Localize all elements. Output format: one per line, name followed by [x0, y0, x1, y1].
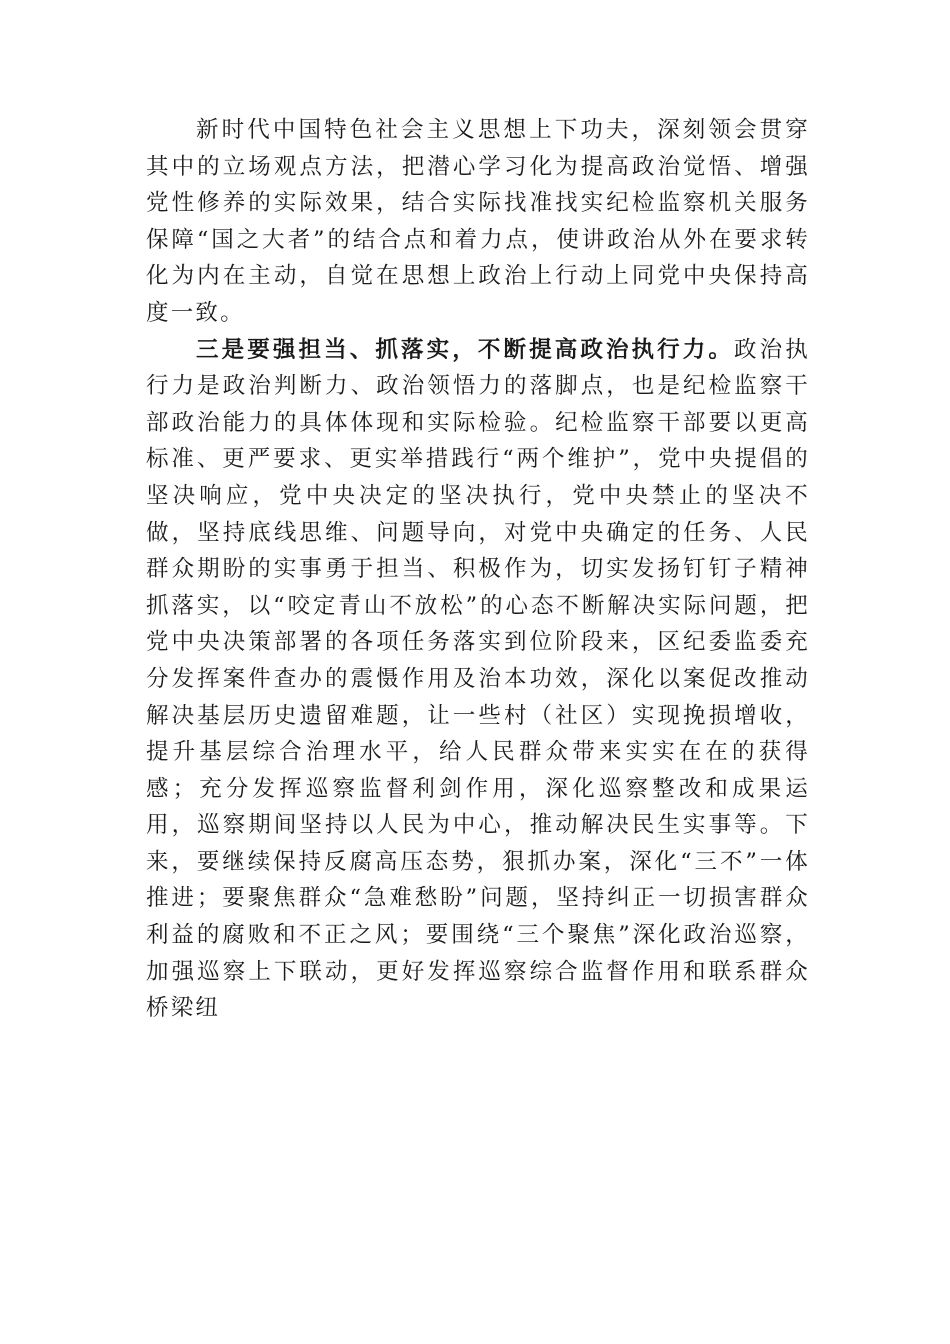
paragraph-2	[146, 332, 810, 1027]
document-body	[146, 112, 810, 1027]
paragraph-2-body: 政治执行力是政治判断力、政治领悟力的落脚点，也是纪检监察干部政治能力的具体体现和实际检验。纪检监察干部要以更高标准、更严要求、更实举措践行“两个维护”，党中央提倡的坚决响应，党中央决定的坚决执行，党中央禁止的坚决不做，坚持底线思维、问题导向，对党中央确定的任务、人民群众期盼的实事勇于担当、积极作为，切实发扬钉钉子精神抓落实，以“咬定青山不放松”的心态不断解决实际问题，把党中央决策部署的各项任务落实到位阶段来，区纪委监委充分发挥案件查办的震慑作用及治本功效，深化以案促改推动解决基层历史遗留难题，让一些村（社区）实现挽损增收，提升基层综合治理水平，给人民群众带来实实在在的获得感；充分发挥巡察监督利剑作用，深化巡察整改和成果运用，巡察期间坚持以人民为中心，推动解决民生实事等。下来，要继续保持反腐高压态势，狠抓办案，深化“三不”一体推进；要聚焦群众“急难愁盼”问题，坚持纠正一切损害群众利益的腐败和不正之风；要围绕“三个聚焦”深化政治巡察，加强巡察上下联动，更好发挥巡察综合监督作用和联系群众桥梁纽	[146, 336, 810, 1022]
paragraph-2-heading: 三是要强担当、抓落实，不断提高政治执行力。	[196, 336, 735, 363]
paragraph-1: 新时代中国特色社会主义思想上下功夫，深刻领会贯穿其中的立场观点方法，把潜心学习化为提高政治觉悟、增强党性修养的实际效果，结合实际找准找实纪检监察机关服务保障“国之大者”的结合点和着力点，使讲政治从外在要求转化为内在主动，自觉在思想上政治上行动上同党中央保持高度一致。	[146, 117, 810, 326]
